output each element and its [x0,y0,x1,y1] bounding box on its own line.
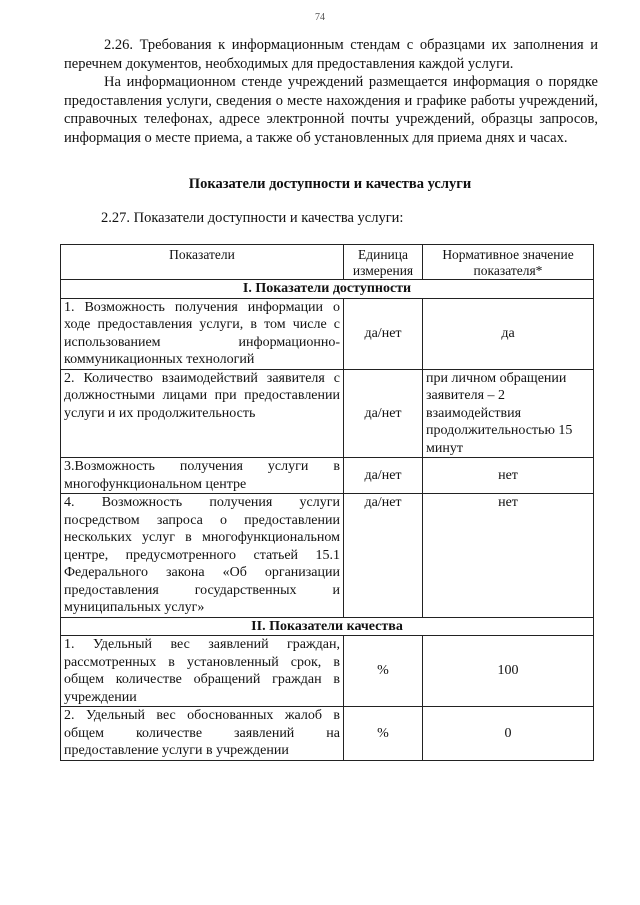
table-row [61,494,594,618]
header-indicators: Показатели [61,245,344,280]
value-cell: при личном обращении заявителя – 2 взаимодействия продолжительностью 15 минут [423,369,594,458]
unit-cell: да/нет [344,494,423,618]
table-intro: 2.27. Показатели доступности и качества услуги: [101,210,404,226]
table-row [61,458,594,494]
group-row-availability [61,280,594,299]
table-row [61,636,594,707]
table-row [61,707,594,761]
value-cell: 100 [423,636,594,707]
value-cell: нет [423,458,594,494]
table-row [61,369,594,458]
unit-cell: % [344,707,423,761]
value-cell: нет [423,494,594,618]
indicator-cell: 3.Возможность получения услуги в многофункциональном центре [61,458,344,494]
header-unit: Единица измерения [344,245,423,280]
indicator-cell: 2. Количество взаимодействий заявителя с должностными лицами при предоставлении услуги и их продолжительность [61,369,344,458]
indicator-cell: 2. Удельный вес обоснованных жалоб в общем количестве заявлений на предоставление услуги в учреждении [61,707,344,761]
section-heading: Показатели доступности и качества услуги [188,176,472,192]
page-number: 74 [315,12,325,23]
indicator-cell: 1. Возможность получения информации о ходе предоставления услуги, в том числе с использованием информационно-коммуникационных технологий [61,298,344,369]
header-norm-value: Нормативное значение показателя* [423,245,594,280]
value-cell: 0 [423,707,594,761]
table-row [61,298,594,369]
unit-cell: да/нет [344,458,423,494]
group-title: I. Показатели доступности [61,280,594,299]
unit-cell: % [344,636,423,707]
unit-cell: да/нет [344,298,423,369]
group-row-quality [61,617,594,636]
table-header-row [61,245,594,280]
indicator-cell: 4. Возможность получения услуги посредством запроса о предоставлении нескольких услуг в многофункциональном центре, предусмотренного статьей 15.1 Федерального закона «Об организации предоставления государственных и муниципальных услуг» [61,494,344,618]
indicators-table [60,244,594,761]
unit-cell: да/нет [344,369,423,458]
value-cell: да [423,298,594,369]
paragraph-info-stand: На информационном стенде учреждений размещается информация о порядке предоставления услуги, сведения о месте нахождения и графике работы учреждений, справочных телефонах, адресе электронной почты учреждений, образцы запросов, информация о месте приема, а также об установленных для приема днях и часах. [64,74,598,146]
indicator-cell: 1. Удельный вес заявлений граждан, рассмотренных в установленный срок, в общем количестве обращений граждан в учреждении [61,636,344,707]
paragraph-2-26-title: 2.26. Требования к информационным стендам с образцами их заполнения и перечнем документов, необходимых для предоставления каждой услуги. [64,37,598,72]
group-title: II. Показатели качества [61,617,594,636]
